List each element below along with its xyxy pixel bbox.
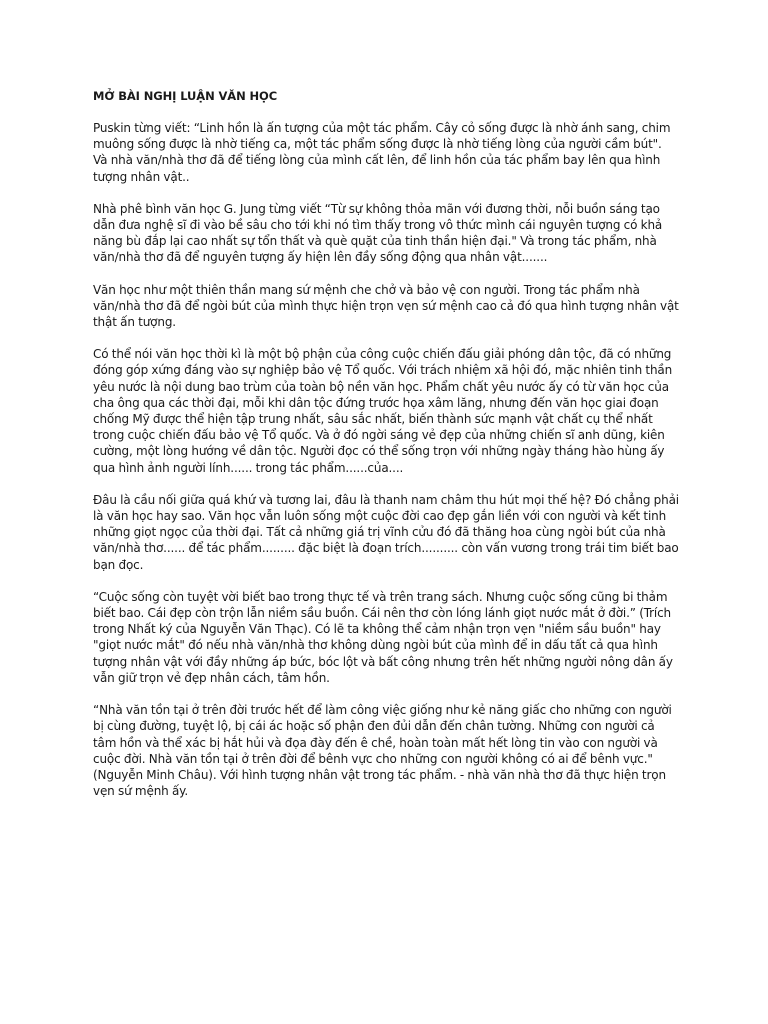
paragraph-wartime-literature: Có thể nói văn học thời kì là một bộ phận của công cuộc chiến đấu giải phóng dân tộc, đã có những đóng góp xứng đáng vào sự nghiệp bảo vệ Tổ quốc. Với trách nhiệm xã hội đó, mặc nhiên tinh thần yêu nước là nội dung bao trùm của toàn bộ nền văn học. Phẩm chất yêu nước ấy có từ văn học của cha ông qua các thời đại, mỗi khi dân tộc đứng trước họa xâm lăng, nhưng đến văn học giai đoạn chống Mỹ được thể hiện tập trung nhất, sâu sắc nhất, biến thành sức mạnh vật chất cụ thể nhất trong cuộc chiến đấu bảo vệ Tổ quốc. Và ở đó ngời sáng vẻ đẹp của những chiến sĩ anh dũng, kiên cường, một lòng hướng về dân tộc. Người đọc có thể sống trọn với những ngày tháng hào hùng ấy qua hình ảnh người lính...... trong tác phẩm......của.... <box>93 347 673 475</box>
paragraph-angel-mission: Văn học như một thiên thần mang sứ mệnh che chở và bảo vệ con người. Trong tác phẩm nhà văn/nhà thơ đã để ngòi bút của mình thực hiện trọn vẹn sứ mệnh cao cả đó qua hình tượng nhân vật thật ấn tượng. <box>93 282 679 330</box>
paragraph-nguyen-minh-chau-quote: “Nhà văn tồn tại ở trên đời trước hết để làm công việc giống như kẻ năng giấc cho những con người bị cùng đường, tuyệt lộ, bị cái ác hoặc số phận đen đủi dẫn đến chân tường. Những con người cả tâm hồn và thể xác bị hắt hủi và đọa đày đến ê chề, hoàn toàn mất hết lòng tin vào con người và cuộc đời. Nhà văn tồn tại ở trên đời để bênh vực cho những con người không có ai để bênh vực."(Nguyễn Minh Châu). Với hình tượng nhân vật trong tác phẩm. - nhà văn nhà thơ đã thực hiện trọn vẹn sứ mệnh ấy. <box>93 703 672 799</box>
paragraph-puskin-quote: Puskin từng viết: “Linh hồn là ấn tượng của một tác phẩm. Cây cỏ sống được là nhờ ánh sang, chim muông sống được là nhờ tiếng ca, một tác phẩm sống được là nhờ tiếng lòng của người cầm bút". Và nhà văn/nhà thơ đã để tiếng lòng của mình cất lên, để linh hồn của tác phẩm bay lên qua hình tượng nhân vật.. <box>93 121 671 184</box>
paragraph-bridge-of-time: Đâu là cầu nối giữa quá khứ và tương lai, đâu là thanh nam châm thu hút mọi thế hệ? Đó chẳng phải là văn học hay sao. Văn học vẫn luôn sống một cuộc đời cao đẹp gắn liền với con người và kết tinh những giọt ngọc của thời đại. Tất cả những giá trị vĩnh cửu đó đã thăng hoa cùng ngòi bút của nhà văn/nhà thơ...... để tác phẩm......... đặc biệt là đoạn trích.......... còn vấn vương trong trái tim biết bao bạn đọc. <box>93 492 679 572</box>
document-title: MỞ BÀI NGHỊ LUẬN VĂN HỌC <box>93 89 278 103</box>
document-page <box>93 88 679 815</box>
paragraph-nguyen-van-thac-quote: “Cuộc sống còn tuyệt vời biết bao trong thực tế và trên trang sách. Nhưng cuộc sống cũng bi thảm biết bao. Cái đẹp còn trộn lẫn niềm sầu buồn. Cái nên thơ còn lóng lánh giọt nước mắt ở đời.” (Trích trong Nhất ký của Nguyễn Văn Thạc). Có lẽ ta không thể cảm nhận trọn vẹn "niềm sầu buồn" hay "giọt nước mắt" đó nếu nhà văn/nhà thơ không dùng ngòi bút của mình để in dấu tất cả qua hình tượng nhân vật với đầy những áp bức, bóc lột và bất công nhưng trên hết những người nông dân ấy vẫn giữ trọn vẻ đẹp nhân cách, tâm hồn. <box>93 589 673 685</box>
paragraph-jung-quote: Nhà phê bình văn học G. Jung từng viết “Từ sự không thỏa mãn với đương thời, nỗi buồn sáng tạo dẫn đưa nghệ sĩ đi vào bề sâu cho tới khi nó tìm thấy trong vô thức mình cái nguyên tượng có khả năng bù đắp lại cao nhất sự tổn thất và què quặt của tinh thần hiện đại." Và trong tác phẩm, nhà văn/nhà thơ đã để nguyên tượng ấy hiện lên đầy sống động qua nhân vật....... <box>93 201 663 265</box>
